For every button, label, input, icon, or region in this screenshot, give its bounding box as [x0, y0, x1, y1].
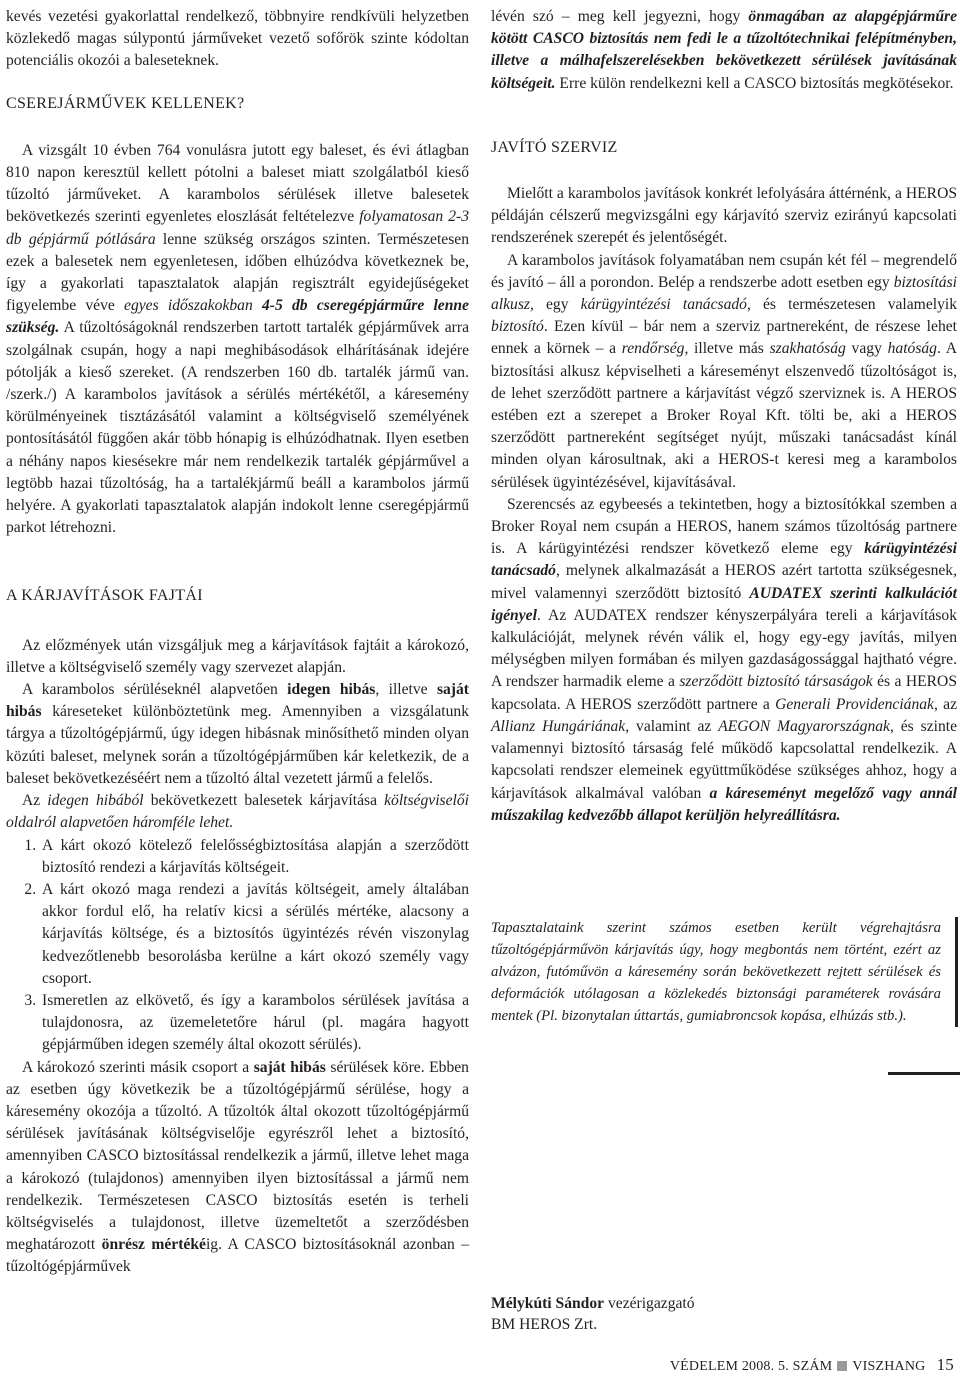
list-item: 2. A kárt okozó maga rendezi a javítás költségeit, amely általában akkor fordul elő, ha relatív kicsi a sérülés mértéke, alacsony a kárjavítás költsége, és a biztosítós ügyintézés révén viszonylag kedvezőtlenebb besorolásba kerülne a kárt okozó személy vagy csoport.	[40, 879, 469, 990]
list-item: 1. A kárt okozó kötelező felelősségbiztosítása alapján a szerződött biztosító rendezi a kárjavítás költségeit.	[40, 835, 469, 879]
section-heading: JAVÍTÓ SZERVIZ	[491, 138, 618, 156]
paragraph: A karambolos javítások folyamatában nem csupán két fél – megrendelő és javító – áll a porondon. Belép a rendszerbe adott esetben egy biztosítási alkusz, egy kárügyintézési tanácsadó, és természetesen valamelyik biztosító. Ezen kívül – bár nem a szerviz partnereként, de részese lehet ennek a körnek – a rendőrség, illetve más szakhatóság vagy hatóság. A biztosítási alkusz képviselheti a káreseményt elszenvedő tűzoltóságot is, de lehet szerződött partnere a kárjavítást végző szerviznek is. A HEROS estében ezt a szerepet a Broker Royal Kft. tölti be, aki a HEROS szerződött partnereként segítséget nyújt, műszaki tanácsadást kínál minden olyan károsultnak, aki a HEROS-t keresi meg a karambolos sérülések ügyintézésével, kijavításával.	[491, 251, 958, 491]
paragraph: Mielőtt a karambolos javítások konkrét lefolyására áttérnénk, a HEROS példáján célszerű megvizsgálni egy kárjavító szerviz ezirányú kapcsolati rendszerének szerepét és jelentőségét.	[491, 185, 957, 247]
paragraph: Az idegen hibából bekövetkezett balesetek kárjavítása költségviselői oldalról alapvetően háromféle lehet.	[6, 792, 469, 832]
right-column	[491, 6, 957, 827]
paragraph: Az előzmények után vizsgáljuk meg a kárjavítások fajtáit a károkozó, illetve a költségviselő személy vagy szervezet alapján.	[6, 636, 469, 676]
paragraph: A vizsgált 10 évben 764 vonulásra jutott egy baleset, és évi átlagban 810 napon keresztül kellett pótolni a baleset miatt szolgálatból kieső tűzoltó járműveket. A karambolos sérülések illetve balesetek bekövetkezés szerinti egyenletes eloszlását feltételezve folyamatosan 2-3 db gépjármű pótlására lenne szükség országos szinten. Természetesen ezek a balesetek nem egyenletesen, időben elhúzódva következnek be, így a gyakorlati tapasztalatok alapján regisztrált egyidejűségeket figyelembe véve egyes időszakokban 4-5 db cseregépjárműre lenne szükség. A tűzoltóságoknál rendszerben tartott tartalék gépjárművek arra szolgálnak csupán, hogy a napi meghibásodások elhárításának idejére pótolják a kieső szereket. (A rendszerben 160 db. tartalék jármű van. /szerk./) A karambolos javítások a sérülés mértékétől, a káresemény körülményeinek tisztázásától valamint a költségviselő személyének pontosításától függően akár több hónapig is elhúzódhatnak. Ilyen esetben a néhány napos kiesésekre már nem rendelkezik tartalék gépjárművel a legtöbb hazai tűzoltóság, ha a tartalékjármű beáll a karambolos jármű helyére. A gyakorlati tapasztalatok alapján indokolt lenne cseregépjármű parkot létrehozni.	[6, 141, 470, 537]
paragraph: A karambolos sérüléseknél alapvetően idegen hibás, illetve saját hibás káreseteket különböztetünk meg. Amennyiben a vizsgálatunk tárgya a tűzoltógépjármű, úgy idegen hibásnak minősíthető minden olyan közúti baleset, melynek során a tűzoltógépjárműben kár keletkezik, de a baleset bekövetkezéséért nem a tűzoltó által vezetett jármű a felelős.	[6, 681, 469, 787]
paragraph: kevés vezetési gyakorlattal rendelkező, többnyire rendkívüli helyzetben közlekedő magas súlypontú járműveket vezető sofőrök szinte kódoltan potenciális okozói a baleseteknek.	[6, 8, 469, 70]
page-number: 15	[936, 1355, 954, 1374]
author-name: Mélykúti Sándor	[491, 1295, 605, 1312]
section-heading: CSEREJÁRMŰVEK KELLENEK?	[6, 94, 245, 112]
paragraph: lévén szó – meg kell jegyezni, hogy önmagában az alapgépjárműre kötött CASCO biztosítás nem fedi le a tűzoltótechnikai felépítményben, illetve a málhafelszerelésekben bekövetkezett sérülések javításának költségeit. Erre külön rendelkezni kell a CASCO biztosítás megkötésekor.	[491, 8, 957, 92]
section-heading: A KÁRJAVÍTÁSOK FAJTÁI	[6, 587, 203, 605]
paragraph: Szerencsés az egybeesés a tekintetben, hogy a biztosítókkal szemben a Broker Royal nem csupán a HEROS, hanem számos tűzoltóság partnere is. A kárügyintézési rendszer következő eleme egy kárügyintézési tanácsadó, melynek alkalmazását a HEROS azért tartotta szükségesnek, mivel valamennyi szerződött biztosító AUDATEX szerinti kalkulációt igényel. Az AUDATEX rendszer kényszerpályára tereli a kárjavítások kalkulációját, melynek révén válik el, hogy egy-egy javítás, milyen mélységben milyen formában és milyen gazdaságossággal hajtható végre. A rendszer harmadik eleme a szerződött biztosító társaságok és a HEROS kapcsolata. A HEROS szerződött partnere a Generali Providenciának, az Allianz Hungáriának, valamint az AEGON Magyarországnak, és szinte valamennyi biztosító társaság felé működő kapcsolattal rendelkezik. A kapcsolati rendszer elemeinek együttműködése szükséges ahhoz, hogy a kárjavítások alkalmával valóban a káreseményt megelőző vagy annál műszakilag kedvezőbb állapot kerüljön helyreállításra.	[491, 495, 958, 824]
numbered-list	[6, 835, 469, 1057]
list-item: 3. Ismeretlen az elkövető, és így a karambolos sérülések javítása a tulajdonosra, az üzemeletetőre hárul (pl. magára hagyott gépjárműben idegen személy által okozott sérülés).	[40, 990, 469, 1057]
author-company: BM HEROS Zrt.	[491, 1316, 598, 1333]
author-role: vezérigazgató	[604, 1295, 695, 1312]
signature	[491, 1293, 695, 1335]
paragraph: A károkozó szerinti másik csoport a saját hibás sérülések köre. Ebben az esetben úgy következik be a tűzoltógépjármű sérülése, hogy a káresemény okozója a tűzoltó. A tűzoltók által okozott tűzoltógépjármű sérülések javításának költségviselője egyrészről lehet a biztosító, amennyiben CASCO biztosítással rendelkezik a jármű, illetve lehet maga a károkozó (tulajdonos) amennyiben ilyen biztosítással a jármű nem rendelkezik. Természetesen CASCO biztosítás esetén is terheli költségviselés a tulajdonost, illetve üzemeltetőt a szerződésben meghatározott önrész mértékéig. A CASCO biztosításoknál azonban – tűzoltógépjárművek	[6, 1058, 470, 1276]
issue-label: VÉDELEM 2008. 5. SZÁM	[669, 1359, 833, 1374]
callout-box: Tapasztalataink szerint számos esetben került végrehajtásra tűzoltógépjárművön kárjavítás úgy, hogy megbontás nem történt, ezért az alvázon, futóművön a káresemény során bekövetkezett rejtett sérülések és deformációk utólagosan a közlekedés biztonsági paraméterek rovására mentek (Pl. bizonytalan úttartás, gumiabroncsok kopása, elhúzás stb.).	[491, 917, 958, 1027]
section-label: VISZHANG	[852, 1359, 926, 1374]
square-separator-icon	[837, 1361, 847, 1371]
page-footer	[670, 1355, 954, 1375]
callout-underline	[888, 1072, 960, 1075]
left-column	[6, 6, 469, 1279]
